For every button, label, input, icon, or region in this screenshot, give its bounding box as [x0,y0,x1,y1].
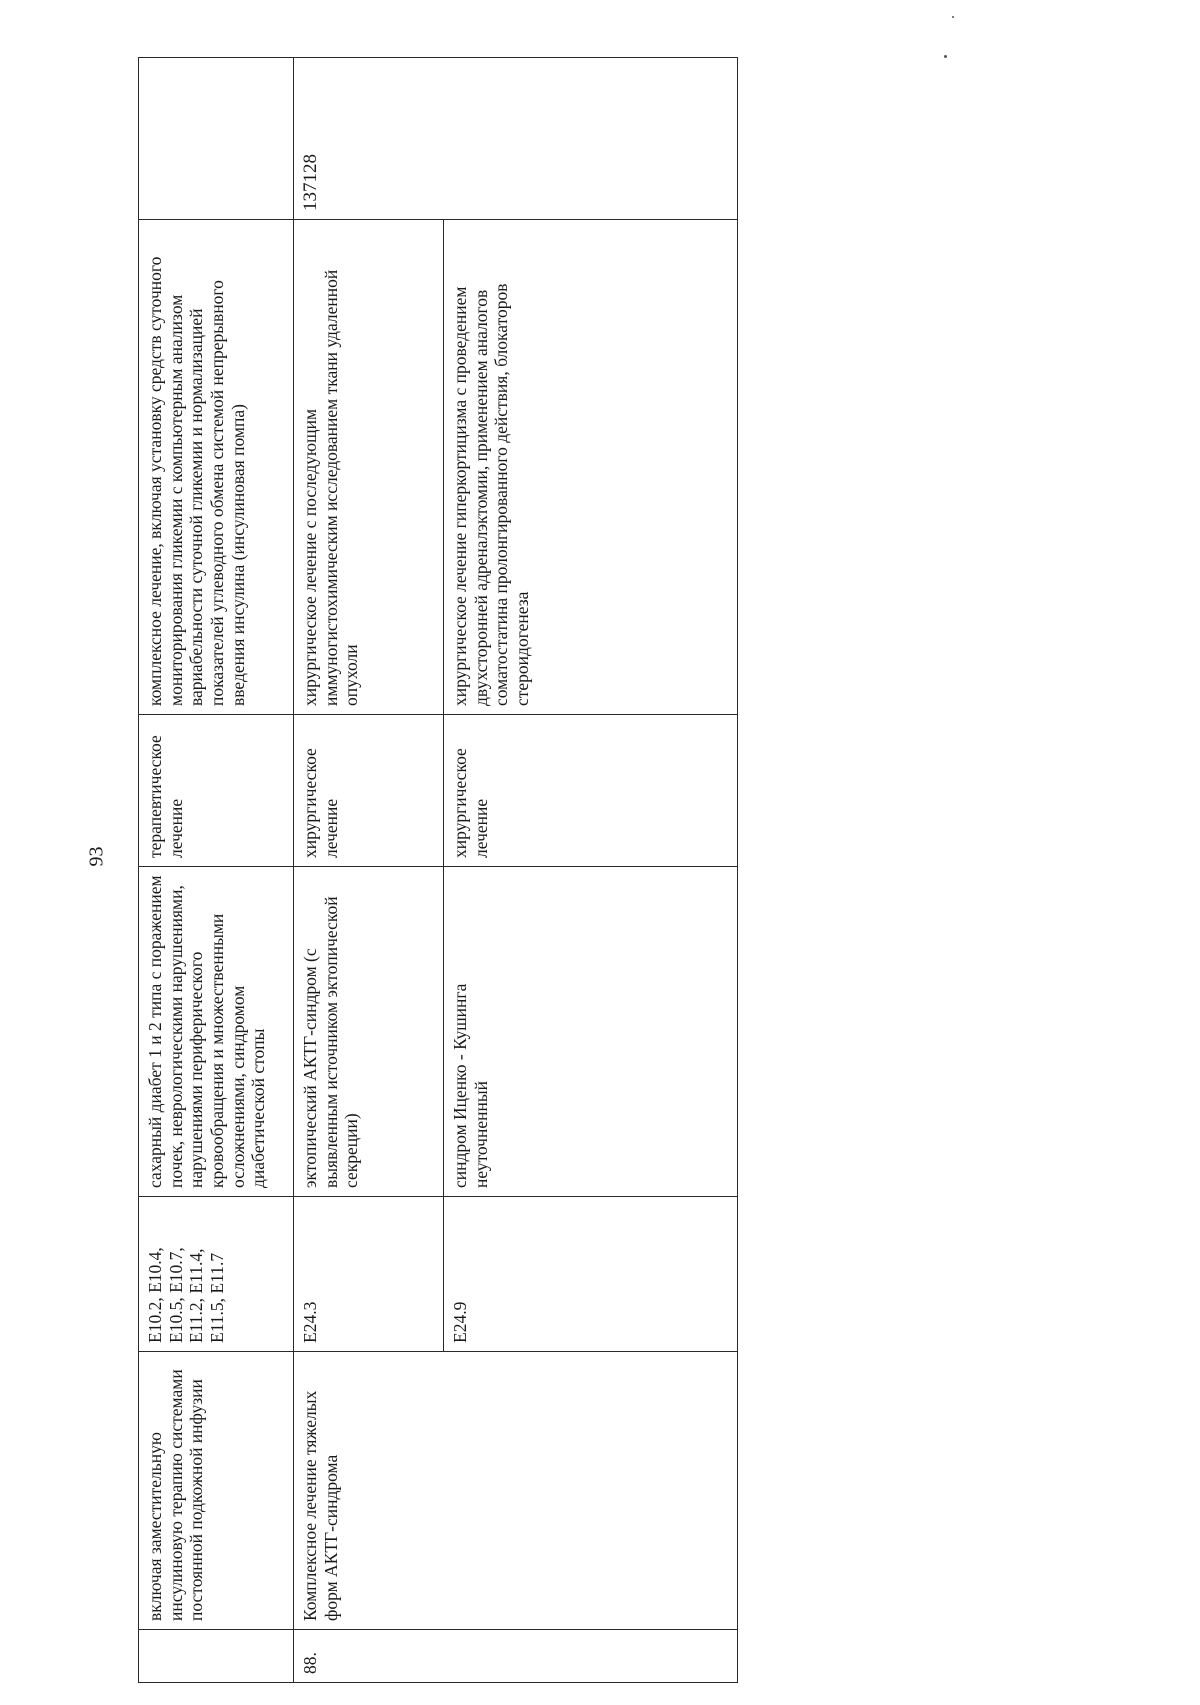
cost-value: 137128 [300,154,321,211]
treatment-method-cell: хирургическое лечение с последующим иммуногистохимическим исследованием ткани удаленной опухоли [294,220,444,715]
table-row [139,58,294,1683]
patient-model-cell: синдром Иценко - Кушинга неуточненный [444,867,738,1197]
icd-codes-cell: E24.3 [294,1197,444,1352]
rotated-table-wrapper [138,58,738,1683]
cost-cell [294,58,738,220]
scan-speck [952,16,954,18]
treatment-type-cell: хирургическое лечение [444,715,738,867]
patient-model-cell: эктопический АКТГ-синдром (с выявленным источником эктопической секреции) [294,867,444,1197]
service-name-cell: Комплексное лечение тяжелых форм АКТГ-синдрома [294,1352,738,1630]
icd-codes-cell: E10.2, E10.4, E10.5, E10.7, E11.2, E11.4, E11.5, E11.7 [139,1197,294,1352]
table-row [294,58,444,1683]
treatment-method-cell: хирургическое лечение гиперкортицизма с проведением двухсторонней адреналэктомии, применением аналогов соматостатина пролонгированного действия, блокаторов стероидогенеза [444,220,738,715]
icd-codes-cell: E24.9 [444,1197,738,1352]
service-name-cell: включая заместительную инсулиновую терапию системами постоянной подкожной инфузии [139,1352,294,1630]
treatment-type-cell: хирургическое лечение [294,715,444,867]
row-number-cell: 88. [294,1630,738,1683]
treatment-type-cell: терапевтическое лечение [139,715,294,867]
row-number-cell [139,1630,294,1683]
services-table [138,57,738,1683]
scan-speck [944,55,947,58]
page-number: 93 [85,846,108,867]
patient-model-cell: сахарный диабет 1 и 2 типа с поражением почек, неврологическими нарушениями, нарушениями периферического кровообращения и множественными осложнениями, синдромом диабетической стопы [139,867,294,1197]
treatment-method-cell: комплексное лечение, включая установку средств суточного мониторирования гликемии с компьютерным анализом вариабельности суточной гликемии и нормализацией показателей углеводного обмена системой непрерывного введения инсулина (инсулиновая помпа) [139,220,294,715]
cost-cell [139,58,294,220]
